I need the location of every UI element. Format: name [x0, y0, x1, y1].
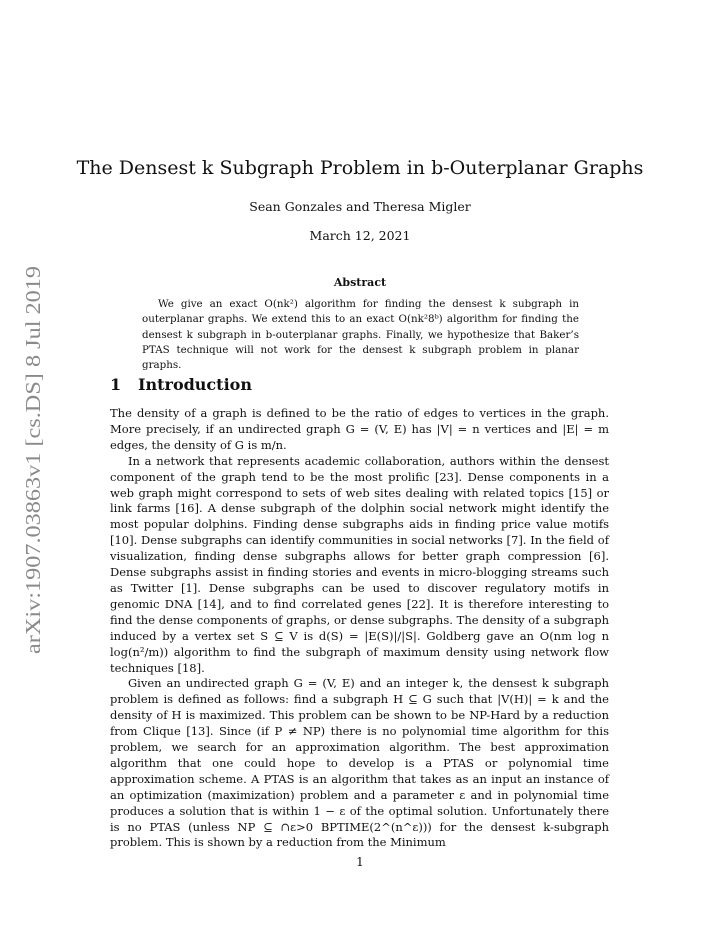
abstract-body: [142, 297, 579, 373]
arxiv-id-text: arXiv:1907.03863v1 [cs.DS] 8 Jul 2019: [21, 318, 45, 654]
paper-date: March 12, 2021: [309, 228, 411, 243]
section-body: [110, 406, 609, 851]
paper-authors: Sean Gonzales and Theresa Migler: [249, 199, 471, 214]
section-title: Introduction: [138, 375, 252, 394]
abstract-text: We give an exact O(nk²) algorithm for finding the densest k subgraph in outerplanar graphs. We extend this to an exact O(nk²8ᵇ) algorithm for finding the densest k subgraph in b-outerplanar graphs. Finally, we hypothesize that Baker’s PTAS technique will not work for the densest k subgraph problem in planar graphs.: [142, 298, 579, 372]
paragraph: In a network that represents academic collaboration, authors within the densest component of the graph tend to be the most prolific [23]. Dense components in a web graph might correspond to sets of web sites dealing with related topics [15] or link farms [16]. A dense subgraph of the dolphin social network might identify the most popular dolphins. Finding dense subgraphs aids in finding price value motifs [10]. Dense subgraphs can identify communities in social networks [7]. In the field of visualization, finding dense subgraphs allows for better graph compression [6]. Dense subgraphs assist in finding stories and events in micro-blogging streams such as Twitter [1]. Dense subgraphs can be used to discover regulatory motifs in genomic DNA [14], and to find correlated genes [22]. It is therefore interesting to find the dense components of graphs, or dense subgraphs. The density of a subgraph induced by a vertex set S ⊆ V is d(S) = |E(S)|/|S|. Goldberg gave an O(nm log n log(n²/m)) algorithm to find the subgraph of maximum density using network flow techniques [18].: [110, 453, 609, 675]
paper-title: The Densest k Subgraph Problem in b-Outerplanar Graphs: [76, 157, 644, 179]
arxiv-sidebar-svg: [18, 265, 48, 655]
paragraph: The density of a graph is defined to be the ratio of edges to vertices in the graph. More precisely, if an undirected graph G = (V, E) has |V| = n vertices and |E| = m edges, the density of G is m/n.: [110, 406, 609, 452]
section-heading: [110, 375, 252, 394]
abstract-heading: Abstract: [333, 276, 387, 289]
section-number: 1: [110, 375, 122, 394]
page-number: 1: [356, 855, 364, 869]
paragraph: Given an undirected graph G = (V, E) and an integer k, the densest k subgraph problem is defined as follows: find a subgraph H ⊆ G such that |V(H)| = k and the density of H is maximized. This problem can be shown to be NP-Hard by a reduction from Clique [13]. Since (if P ≠ NP) there is no polynomial time algorithm for this problem, we search for an approximation algorithm. The best approximation algorithm that one could hope to develop is a PTAS or polynomial time approximation scheme. A PTAS is an algorithm that takes as an input an instance of an optimization (maximization) problem and a parameter ε and in polynomial time produces a solution that is within 1 − ε of the optimal solution. Unfortunately there is no PTAS (unless NP ⊆ ∩ε>0 BPTIME(2^(n^ε))) for the densest k-subgraph problem. This is shown by a reduction from the Minimum: [110, 676, 609, 850]
arxiv-sidebar-stamp: [18, 265, 48, 655]
